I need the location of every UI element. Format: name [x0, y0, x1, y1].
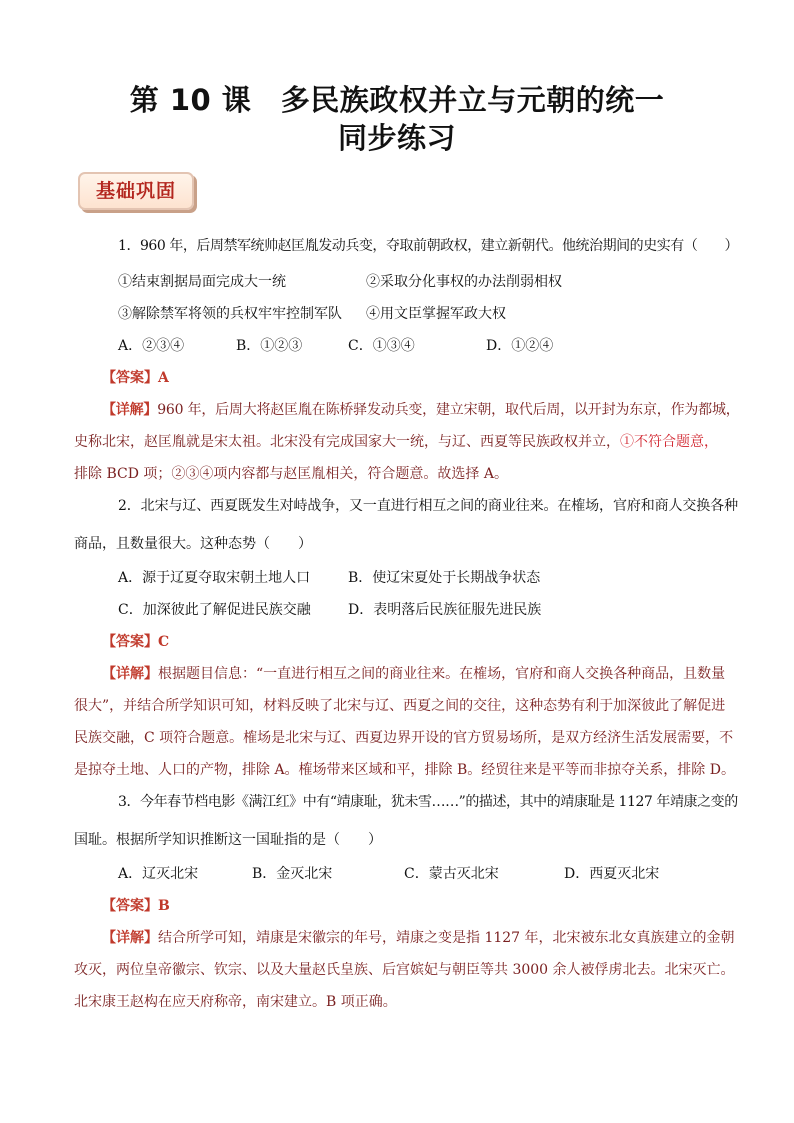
q2-option-d: D．表明落后民族征服先进民族 — [348, 602, 542, 618]
q2-answer — [102, 632, 169, 652]
q1-item-1: ①结束割据局面完成大一统 — [118, 274, 286, 290]
q1-item-3: ③解除禁军将领的兵权牢牢控制军队 — [118, 306, 342, 322]
q1-answer — [102, 368, 169, 388]
q2-stem-2: 商品，且数量很大。这种态势（ ） — [74, 536, 312, 552]
detail-label: 【详解】 — [102, 402, 158, 418]
answer-label: 【答案】 — [102, 898, 158, 914]
detail-label: 【详解】 — [102, 666, 158, 682]
q3-option-b: B．金灭北宋 — [252, 866, 333, 882]
q3-option-d: D．西夏灭北宋 — [564, 866, 660, 882]
q3-option-c: C．蒙古灭北宋 — [404, 866, 499, 882]
page-subtitle: 同步练习 — [337, 121, 456, 155]
q1-option-c: C．①③④ — [348, 338, 415, 354]
detail-text: 史称北宋，赵匡胤就是宋太祖。北宋没有完成国家大一统，与辽、西夏等民族政权并立， — [74, 434, 620, 450]
q1-detail-1 — [102, 400, 740, 420]
detail-text: 结合所学可知，靖康是宋徽宗的年号，靖康之变是指 1127 年，北宋被东北女真族建立的金朝 — [158, 930, 735, 946]
q2-option-b: B．使辽宋夏处于长期战争状态 — [348, 570, 541, 586]
detail-label: 【详解】 — [102, 930, 158, 946]
q2-stem-1: 2．北宋与辽、西夏既发生对峙战争，又一直进行相互之间的商业往来。在榷场，官府和商人交换各种 — [118, 498, 738, 514]
detail-highlight: ①不符合题意， — [620, 434, 718, 450]
q1-detail-2 — [74, 432, 718, 452]
detail-text: 根据题目信息：“一直进行相互之间的商业往来。在榷场，官府和商人交换各种商品，且数量 — [158, 666, 726, 682]
answer-value: C — [158, 634, 170, 650]
section-badge-wrap — [78, 166, 198, 210]
q3-detail-1 — [102, 928, 735, 948]
q3-detail-2: 攻灭，两位皇帝徽宗、钦宗、以及大量赵氏皇族、后宫嫔妃与朝臣等共 3000 余人被俘虏北去。北宋灭亡。 — [74, 962, 735, 978]
section-badge: 基础巩固 — [78, 172, 194, 210]
q1-option-d: D．①②④ — [486, 338, 554, 354]
detail-text: 960 年，后周大将赵匡胤在陈桥驿发动兵变，建立宋朝，取代后周，以开封为东京，作为都城， — [157, 402, 740, 418]
q3-detail-3: 北宋康王赵构在应天府称帝，南宋建立。B 项正确。 — [74, 994, 397, 1010]
q1-item-2: ②采取分化事权的办法削弱相权 — [366, 274, 562, 290]
q3-stem-2: 国耻。根据所学知识推断这一国耻指的是（ ） — [74, 832, 382, 848]
q1-option-b: B．①②③ — [236, 338, 303, 354]
answer-label: 【答案】 — [102, 634, 158, 650]
answer-value: A — [158, 370, 169, 386]
q1-stem: 1．960 年，后周禁军统帅赵匡胤发动兵变，夺取前朝政权，建立新朝代。他统治期间的史实有（ ） — [118, 238, 738, 254]
q1-option-a: A．②③④ — [118, 338, 185, 354]
q2-detail-2: 很大”，并结合所学知识可知，材料反映了北宋与辽、西夏之间的交往，这种态势有利于加深彼此了解促进 — [74, 698, 726, 714]
q2-option-a: A．源于辽夏夺取宋朝土地人口 — [118, 570, 311, 586]
q1-detail-3: 排除 BCD 项；②③④项内容都与赵匡胤相关，符合题意。故选择 A。 — [74, 466, 508, 482]
q3-stem-1: 3．今年春节档电影《满江红》中有“靖康耻，犹未雪……”的描述，其中的靖康耻是 1127 年靖康之变的 — [118, 794, 738, 810]
q2-detail-3: 民族交融，C 项符合题意。榷场是北宋与辽、西夏边界开设的官方贸易场所，是双方经济生活发展需要，不 — [74, 730, 734, 746]
q3-option-a: A．辽灭北宋 — [118, 866, 199, 882]
page-title: 第 10 课 多民族政权并立与元朝的统一 — [129, 83, 665, 117]
q2-detail-4: 是掠夺土地、人口的产物，排除 A。榷场带来区域和平，排除 B。经贸往来是平等而非掠夺关系，排除 D。 — [74, 762, 735, 778]
q2-option-c: C．加深彼此了解促进民族交融 — [118, 602, 311, 618]
q2-detail-1 — [102, 664, 725, 684]
answer-value: B — [158, 898, 170, 914]
q1-item-4: ④用文臣掌握军政大权 — [366, 306, 506, 322]
q3-answer — [102, 896, 170, 916]
answer-label: 【答案】 — [102, 370, 158, 386]
